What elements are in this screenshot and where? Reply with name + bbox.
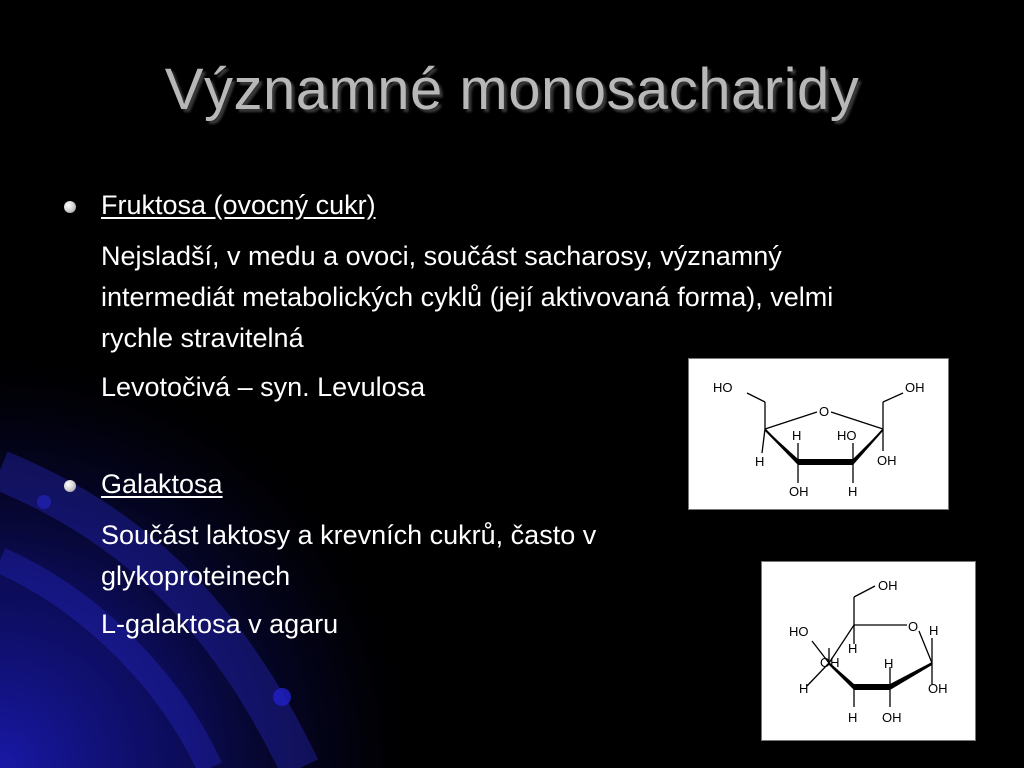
fructose-oh-label: OH <box>905 380 925 395</box>
galactose-agar-note: L-galaktosa v agaru <box>101 609 339 639</box>
fructose-h-label: H <box>792 428 802 443</box>
galactose-oh-label: OH <box>878 578 898 593</box>
fructose-oh-label: OH <box>877 453 897 468</box>
galactose-structure-image <box>761 561 976 741</box>
galactose-oh-label: OH <box>882 710 902 725</box>
fructose-ring-oxygen: O <box>819 404 830 419</box>
fructose-h-label: H <box>755 454 765 469</box>
galactose-ho-label: HO <box>789 624 809 639</box>
bullet-icon <box>64 480 76 492</box>
galactose-h-label: H <box>884 656 894 671</box>
galactose-description: Součást laktosy a krevních cukrů, často v glykoproteinech <box>101 520 597 591</box>
galactose-oh-label: OH <box>928 681 948 696</box>
fructose-h-label: H <box>848 484 858 499</box>
bullet-icon <box>64 201 76 213</box>
fructose-heading[interactable]: Fruktosa (ovocný cukr) <box>101 190 376 220</box>
slide-title: Významné monosacharidy <box>164 57 860 122</box>
galactose-h-label: H <box>799 681 809 696</box>
galactose-h-label: H <box>929 623 939 638</box>
fructose-oh-label: OH <box>789 484 809 499</box>
fructose-structure-image <box>688 358 949 510</box>
galactose-heading[interactable]: Galaktosa <box>101 469 223 499</box>
fructose-synonym: Levotočivá – syn. Levulosa <box>101 372 426 402</box>
fructose-ho-label: HO <box>837 428 857 443</box>
galactose-h-label: H <box>848 641 858 656</box>
galactose-h-label: H <box>848 710 858 725</box>
fructose-description: Nejsladší, v medu a ovoci, součást sacharosy, významný intermediát metabolických cyklů (její aktivovaná forma), velmi rychle stravitelná <box>101 241 834 353</box>
galactose-ring-oxygen: O <box>908 619 919 634</box>
fructose-ho-label: HO <box>713 380 733 395</box>
galactose-oh-label: OH <box>820 655 840 670</box>
